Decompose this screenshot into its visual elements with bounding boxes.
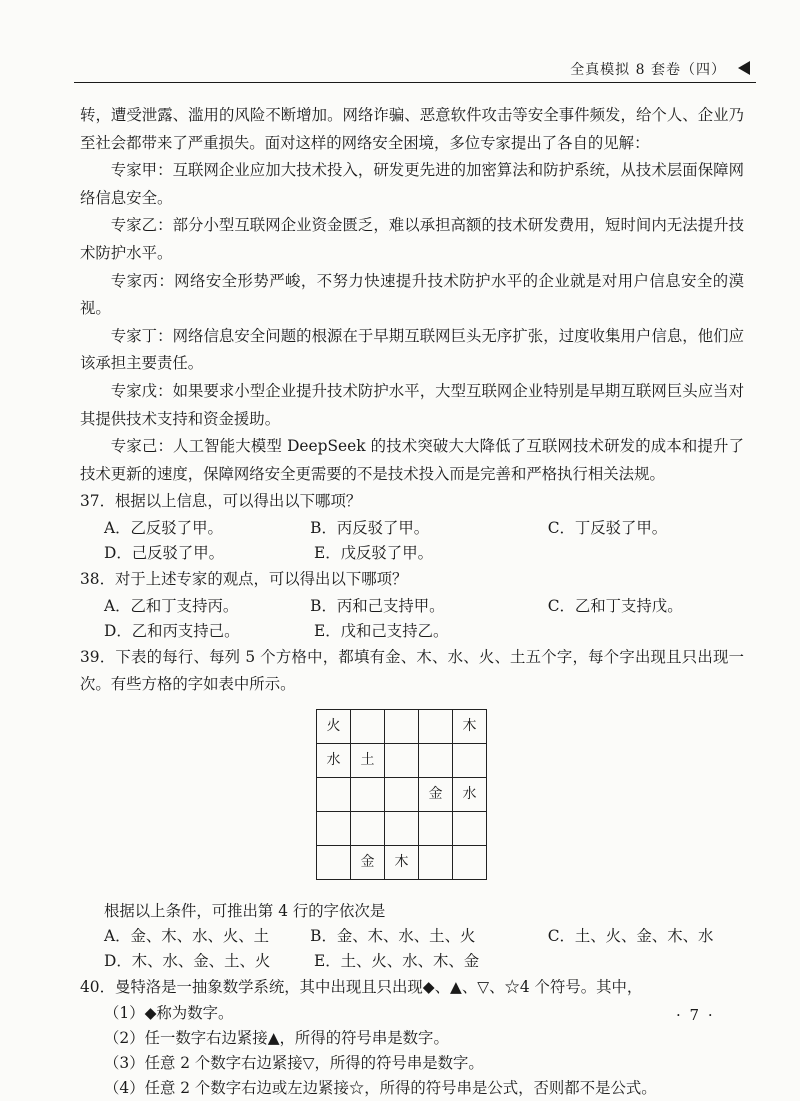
grid-cell [419,811,453,845]
page-content [80,102,744,1101]
question-38-stem: 38．对于上述专家的观点，可以得出以下哪项？ [80,569,408,588]
question-39-grid-area [80,699,744,899]
rule-item: （1）◆称为数字。 [104,1004,234,1023]
header-title: 全真模拟 8 套卷（四） [570,62,726,78]
grid-cell [385,777,419,811]
grid-cell [419,709,453,743]
option: E．戊反驳了甲。 [314,543,433,562]
grid-cell [317,845,351,879]
question-37-options [80,516,744,566]
question-39-stem: 39．下表的每行、每列 5 个方格中，都填有金、木、水、火、土五个字，每个字出现且只出现一次。有些方格的字如表中所示。 [80,647,744,694]
option: A．乙反驳了甲。 [104,518,223,537]
grid-cell: 木 [385,845,419,879]
rule-item: （2）任一数字右边紧接▲，所得的符号串是数字。 [104,1029,449,1048]
grid-cell [385,743,419,777]
grid-row [317,811,487,845]
option: D．木、水、金、土、火 [104,951,271,970]
header-rule [74,82,756,83]
question-38-options [80,594,744,644]
expert-bing: 专家丙：网络安全形势严峻，不努力快速提升技术防护水平的企业就是对用户信息安全的漠视。 [80,271,744,318]
option: E．土、火、水、木、金 [314,951,480,970]
grid-cell [351,777,385,811]
question-40-rules [80,1001,744,1101]
grid-cell [453,743,487,777]
grid-row [317,845,487,879]
expert-wu: 专家戊：如果要求小型企业提升技术防护水平，大型互联网企业特别是早期互联网巨头应当对其提供技术支持和资金援助。 [80,381,744,428]
option: C．丁反驳了甲。 [547,518,668,537]
grid-cell [419,845,453,879]
rule-item: （3）任意 2 个数字右边紧接▽，所得的符号串是数字。 [104,1054,484,1073]
grid-cell: 土 [351,743,385,777]
grid-cell: 水 [453,777,487,811]
grid-row [317,709,487,743]
question-40-stem: 40．曼特洛是一抽象数学系统，其中出现且只出现◆、▲、▽、☆4 个符号。其中， [80,977,643,996]
option: D．乙和丙支持己。 [104,621,240,640]
grid-cell: 木 [453,709,487,743]
grid-cell [351,709,385,743]
option: E．戊和己支持乙。 [314,621,449,640]
grid-cell [385,709,419,743]
grid-cell [419,743,453,777]
page-number: · 7 · [676,1006,715,1024]
option: B．丙和己支持甲。 [310,596,445,615]
expert-jia: 专家甲：互联网企业应加大技术投入，研发更先进的加密算法和防护系统，从技术层面保障网络信息安全。 [80,161,744,207]
grid-cell: 金 [351,845,385,879]
triangle-left-icon [738,61,750,75]
option: B．丙反驳了甲。 [310,518,430,537]
grid-row [317,777,487,811]
grid-cell: 火 [317,709,351,743]
option: C．乙和丁支持戊。 [547,596,683,615]
grid-cell: 金 [419,777,453,811]
expert-ji: 专家己：人工智能大模型 DeepSeek 的技术突破大大降低了互联网技术研发的成本和提升了技术更新的速度，保障网络安全更需要的不是技术投入而是完善和严格执行相关法规。 [80,437,744,483]
option: A．乙和丁支持丙。 [104,596,239,615]
option: C．土、火、金、木、水 [547,926,714,945]
grid-cell [453,811,487,845]
question-37-stem: 37．根据以上信息，可以得出以下哪项？ [80,492,362,511]
grid-cell [351,811,385,845]
grid-cell [317,777,351,811]
question-39-prompt: 根据以上条件，可推出第 4 行的字依次是 [104,901,386,920]
grid-cell [385,811,419,845]
grid-cell [317,811,351,845]
option: D．己反驳了甲。 [104,543,225,562]
expert-yi: 专家乙：部分小型互联网企业资金匮乏，难以承担高额的技术研发费用，短时间内无法提升技术防护水平。 [80,216,744,262]
question-39-options [80,924,744,974]
expert-ding: 专家丁：网络信息安全问题的根源在于早期互联网巨头无序扩张，过度收集用户信息，他们应该承担主要责任。 [80,326,744,373]
running-header [74,59,754,81]
grid-cell [453,845,487,879]
grid-row [317,743,487,777]
option: A．金、木、水、火、土 [104,926,270,945]
grid-cell: 水 [317,743,351,777]
rule-item: （4）任意 2 个数字右边或左边紧接☆，所得的符号串是公式，否则都不是公式。 [104,1079,657,1098]
wuxing-grid [316,709,487,880]
intro-paragraph: 转，遭受泄露、滥用的风险不断增加。网络诈骗、恶意软件攻击等安全事件频发，给个人、企业乃至社会都带来了严重损失。面对这样的网络安全困境，多位专家提出了各自的见解： [80,106,744,152]
option: B．金、木、水、土、火 [310,926,476,945]
